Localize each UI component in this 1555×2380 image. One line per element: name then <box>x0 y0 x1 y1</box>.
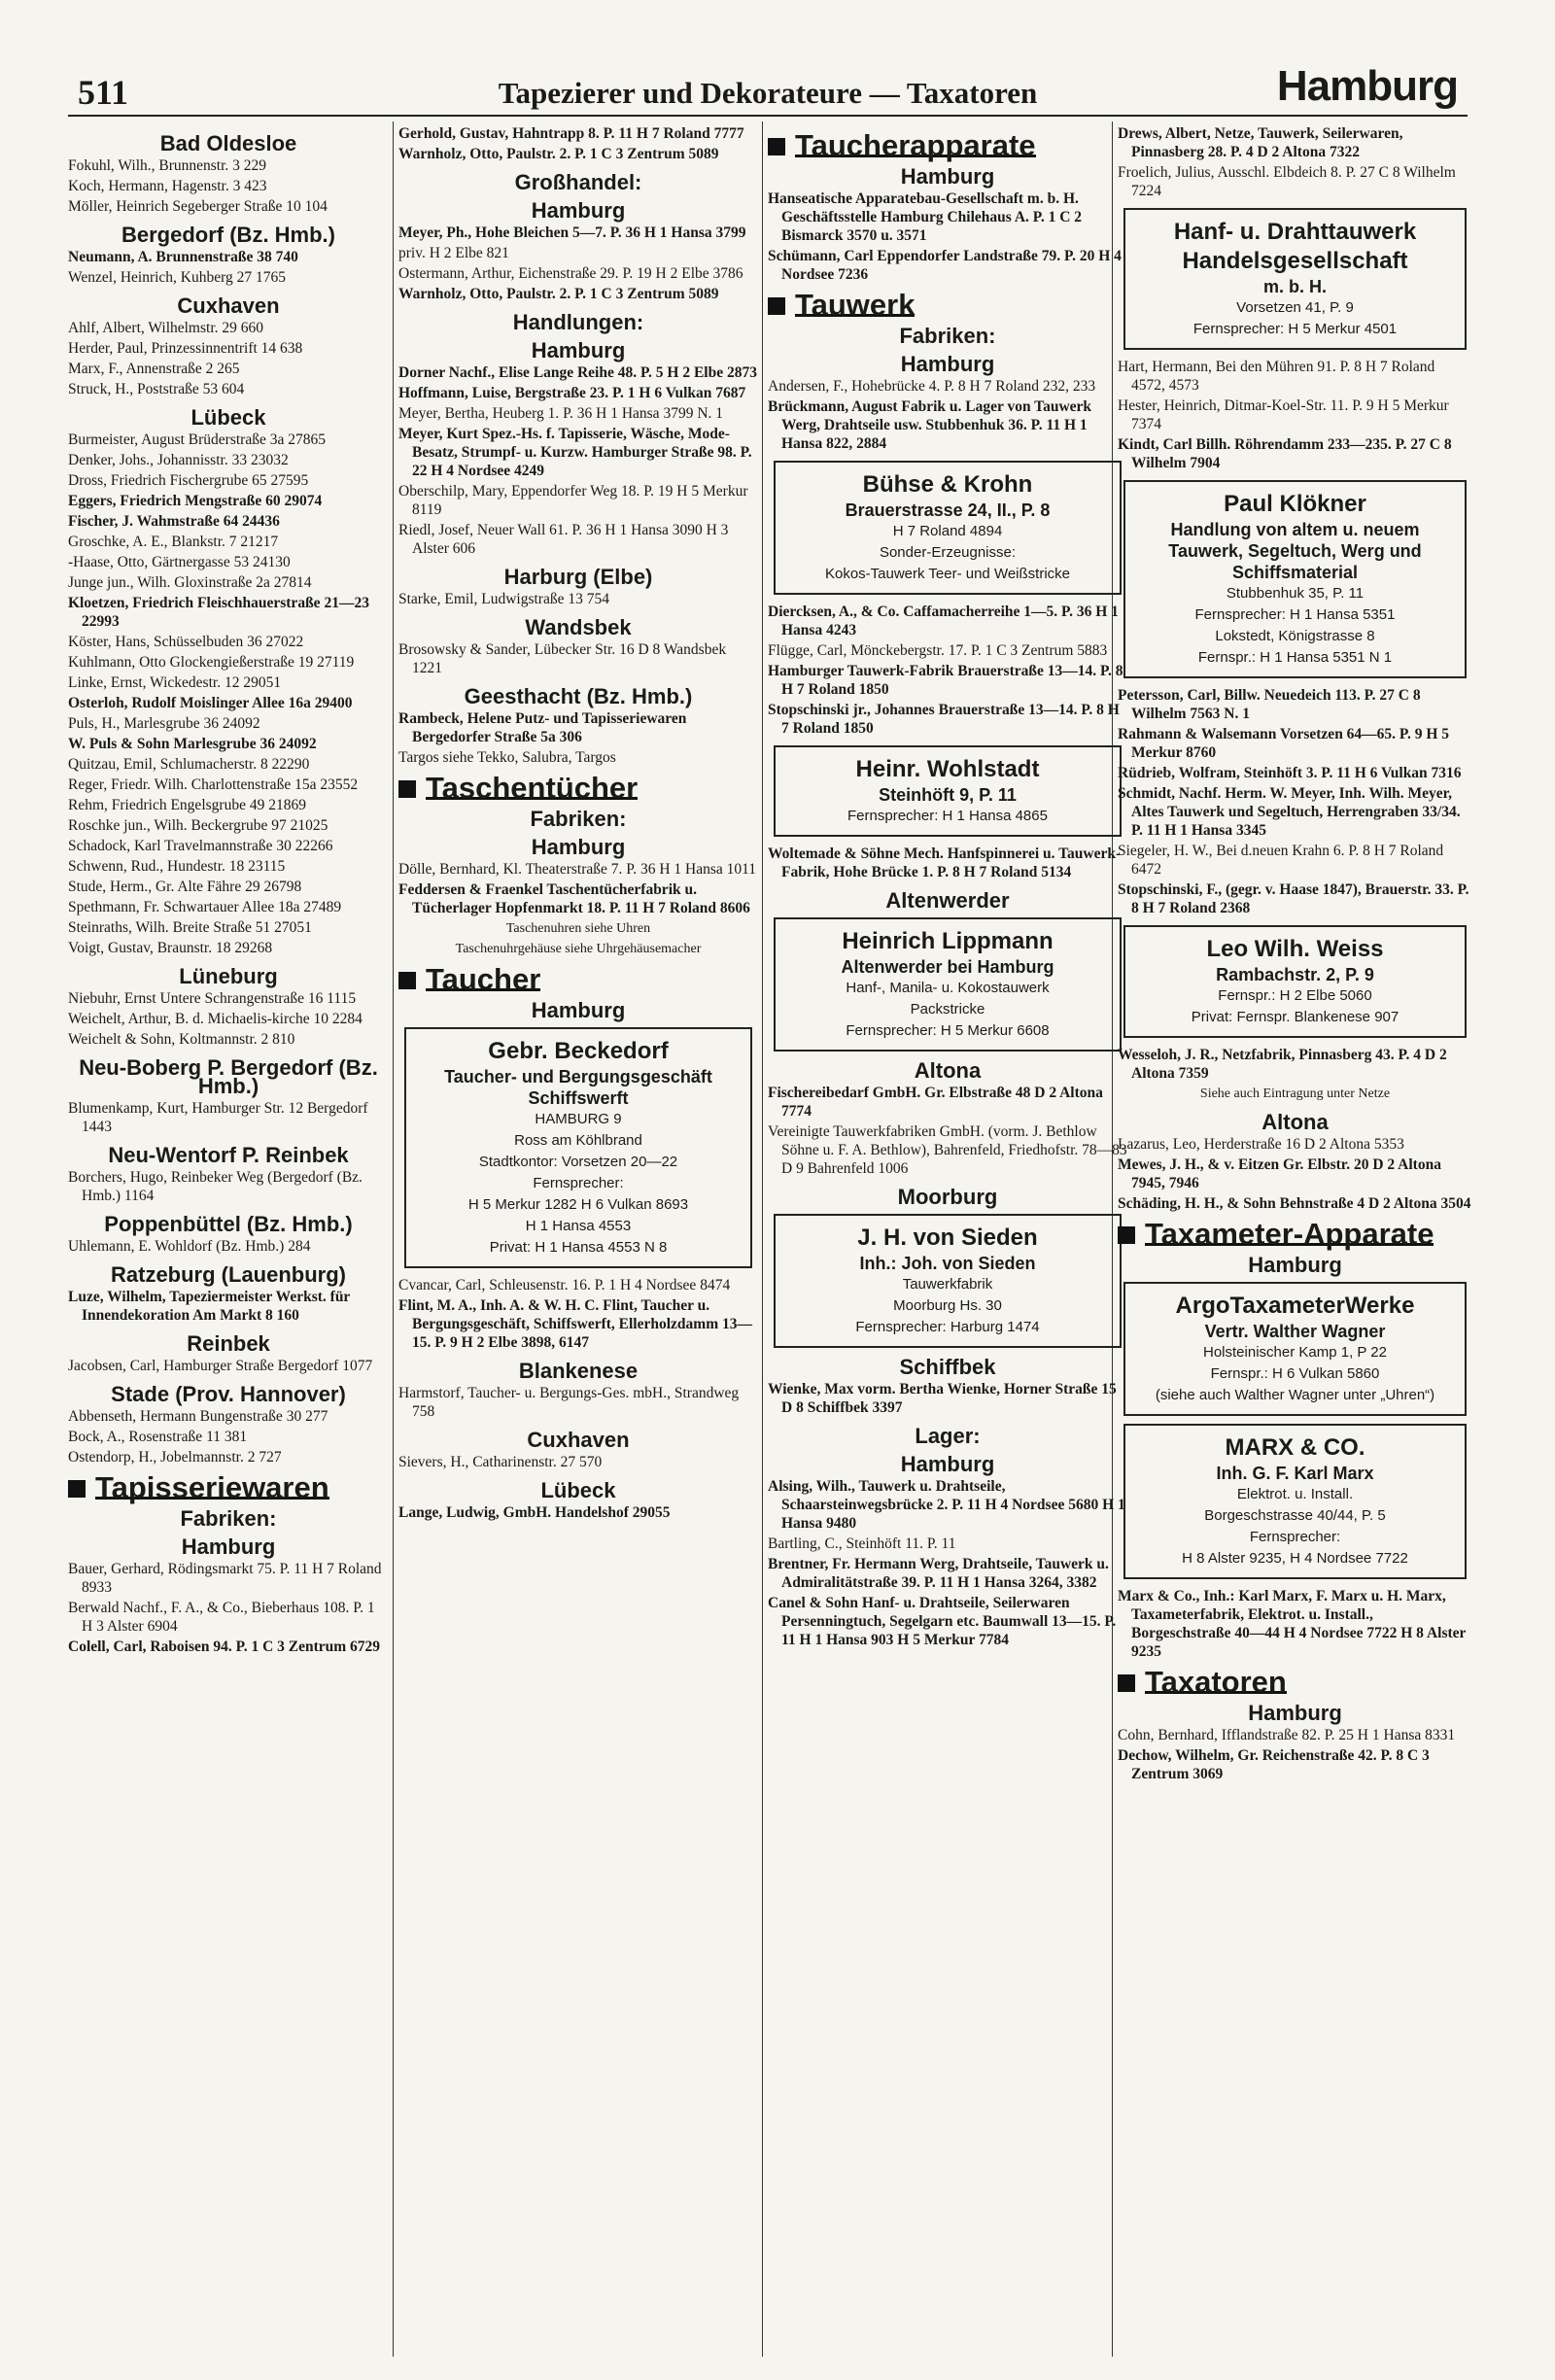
ad-line: Fernspr.: H 6 Vulkan 5860 <box>1210 1365 1380 1382</box>
ad-line: Moorburg Hs. 30 <box>893 1297 1002 1314</box>
ad-line: Rambachstr. 2, P. 9 <box>1216 965 1374 984</box>
directory-entry: Kloetzen, Friedrich Fleischhauerstraße 21—23 22993 <box>68 595 369 630</box>
directory-entry: Brückmann, August Fabrik u. Lager von Tauwerk Werg, Drahtseile usw. Stubbenhuk 36. P. 11 H 1 Hansa 822, 2884 <box>768 398 1092 452</box>
directory-entry: Puls, H., Marlesgrube 36 24092 <box>68 715 260 732</box>
place-heading: Hamburg <box>531 998 626 1022</box>
ad-line: Vorsetzen 41, P. 9 <box>1236 299 1354 316</box>
directory-entry: Hamburger Tauwerk-Fabrik Brauerstraße 13—14. P. 8 H 7 Roland 1850 <box>768 663 1123 698</box>
advertisement-box <box>1123 1282 1467 1416</box>
directory-entry: Abbenseth, Hermann Bungenstraße 30 277 <box>68 1408 328 1425</box>
directory-entry: Sievers, H., Catharinenstr. 27 570 <box>398 1454 603 1470</box>
place-heading: Reinbek <box>187 1331 270 1356</box>
section-heading <box>398 962 758 996</box>
section-heading <box>1118 1665 1472 1699</box>
directory-entry: Reger, Friedr. Wilh. Charlottenstraße 15a 23552 <box>68 776 359 793</box>
directory-entry: Froelich, Julius, Ausschl. Elbdeich 8. P. 27 C 8 Wilhelm 7224 <box>1118 164 1456 199</box>
ad-line: Altenwerder bei Hamburg <box>841 957 1054 977</box>
directory-entry: Burmeister, August Brüderstraße 3a 27865 <box>68 431 326 448</box>
ad-line: Kokos-Tauwerk Teer- und Weißstricke <box>824 566 1071 582</box>
directory-entry: Rüdrieb, Wolfram, Steinhöft 3. P. 11 H 6 Vulkan 7316 <box>1118 765 1462 781</box>
directory-entry: Kindt, Carl Billh. Röhrendamm 233—235. P. 27 C 8 Wilhelm 7904 <box>1118 436 1452 471</box>
directory-entry: Niebuhr, Ernst Untere Schrangenstraße 16 1115 <box>68 990 357 1007</box>
directory-entry: Wenzel, Heinrich, Kuhberg 27 1765 <box>68 269 287 286</box>
place-heading: Hamburg <box>900 164 995 189</box>
ad-line: Handlung von altem u. neuem Tauwerk, Segeltuch, Werg und Schiffsmaterial <box>1168 520 1422 582</box>
directory-entry: Stopschinski, F., (gegr. v. Haase 1847), Brauerstr. 33. P. 8 H 7 Roland 2368 <box>1118 881 1469 916</box>
directory-entry: Hester, Heinrich, Ditmar-Koel-Str. 11. P. 9 H 5 Merkur 7374 <box>1118 397 1449 432</box>
directory-entry: Warnholz, Otto, Paulstr. 2. P. 1 C 3 Zentrum 5089 <box>398 286 719 302</box>
directory-entry: Bartling, C., Steinhöft 11. P. 11 <box>768 1535 956 1552</box>
directory-entry: Jacobsen, Carl, Hamburger Straße Bergedorf 1077 <box>68 1358 373 1374</box>
place-heading: Blankenese <box>518 1359 639 1383</box>
section-title: Taxameter-Apparate <box>1145 1217 1434 1251</box>
ad-line: Fernsprecher: <box>1249 1529 1341 1545</box>
directory-entry: priv. H 2 Elbe 821 <box>398 245 509 261</box>
directory-entry: Flügge, Carl, Mönckebergstr. 17. P. 1 C 3 Zentrum 5883 <box>768 642 1108 659</box>
ad-line: H 7 Roland 4894 <box>892 523 1003 539</box>
directory-entry: Andersen, F., Hohebrücke 4. P. 8 H 7 Roland 232, 233 <box>768 378 1096 395</box>
place-heading: Hamburg <box>531 835 626 859</box>
place-heading: Lübeck <box>190 405 266 430</box>
ad-line: Leo Wilh. Weiss <box>1206 936 1384 962</box>
ad-line: Fernsprecher: Harburg 1474 <box>855 1319 1040 1335</box>
city-heading: Hamburg <box>1276 62 1458 110</box>
directory-entry: Voigt, Gustav, Braunstr. 18 29268 <box>68 940 273 956</box>
place-heading: Cuxhaven <box>527 1428 630 1452</box>
ad-line: Hanf-, Manila- u. Kokostauwerk <box>846 980 1050 996</box>
place-heading: Hamburg <box>1248 1701 1342 1725</box>
place-heading: Hamburg <box>900 352 995 376</box>
place-heading: Poppenbüttel (Bz. Hmb.) <box>104 1212 353 1236</box>
ad-line: Fernspr.: H 2 Elbe 5060 <box>1218 987 1372 1004</box>
directory-entry: Schmidt, Nachf. Herm. W. Meyer, Inh. Wilh. Meyer, Altes Tauwerk und Segeltuch, Herrengraben 33/34. P. 11 H 1 Hansa 3345 <box>1118 785 1461 839</box>
directory-entry: Petersson, Carl, Billw. Neuedeich 113. P. 27 C 8 Wilhelm 7563 N. 1 <box>1118 687 1421 722</box>
ad-line: Brauerstrasse 24, II., P. 8 <box>845 500 1051 520</box>
ad-line: J. H. von Sieden <box>857 1224 1038 1251</box>
directory-entry: Oberschilp, Mary, Eppendorfer Weg 18. P. 19 H 5 Merkur 8119 <box>398 483 748 518</box>
ad-line: H 5 Merkur 1282 H 6 Vulkan 8693 <box>467 1196 689 1213</box>
section-heading <box>768 288 1127 322</box>
column-2 <box>398 124 758 2360</box>
directory-entry: Dross, Friedrich Fischergrube 65 27595 <box>68 472 309 489</box>
ad-line: HAMBURG 9 <box>535 1111 622 1127</box>
section-heading <box>1118 1217 1472 1251</box>
directory-entry: Cvancar, Carl, Schleusenstr. 16. P. 1 H 4 Nordsee 8474 <box>398 1277 731 1293</box>
subsection-heading: Fabriken: <box>899 324 996 348</box>
directory-entry: Meyer, Bertha, Heuberg 1. P. 36 H 1 Hansa 3799 N. 1 <box>398 405 724 422</box>
directory-entry: Rahmann & Walsemann Vorsetzen 64—65. P. 9 H 5 Merkur 8760 <box>1118 726 1450 761</box>
directory-entry: Koch, Hermann, Hagenstr. 3 423 <box>68 178 267 194</box>
directory-entry: Denker, Johs., Johannisstr. 33 23032 <box>68 452 289 468</box>
section-bullet-icon <box>398 780 416 798</box>
column-divider <box>762 121 763 2357</box>
directory-entry: Rehm, Friedrich Engelsgrube 49 21869 <box>68 797 306 813</box>
directory-entry: Fischer, J. Wahmstraße 64 24436 <box>68 513 280 530</box>
ad-line: Privat: Fernspr. Blankenese 907 <box>1191 1009 1400 1025</box>
advertisement-box <box>404 1027 752 1268</box>
place-heading: Altenwerder <box>885 888 1010 913</box>
directory-entry: Brentner, Fr. Hermann Werg, Drahtseile, Tauwerk u. Admiralitätstraße 39. P. 11 H 1 Hansa 3264, 3382 <box>768 1556 1109 1591</box>
directory-entry: Hart, Hermann, Bei den Mühren 91. P. 8 H 7 Roland 4572, 4573 <box>1118 359 1435 394</box>
directory-entry: Starke, Emil, Ludwigstraße 13 754 <box>398 591 609 607</box>
directory-entry: Eggers, Friedrich Mengstraße 60 29074 <box>68 493 323 509</box>
ad-line: Privat: H 1 Hansa 4553 N 8 <box>489 1239 668 1256</box>
place-heading: Altona <box>914 1058 982 1083</box>
place-heading: Schiffbek <box>899 1355 996 1379</box>
directory-entry: Ostermann, Arthur, Eichenstraße 29. P. 19 H 2 Elbe 3786 <box>398 265 743 282</box>
advertisement-box <box>774 745 1122 837</box>
directory-entry: Brosowsky & Sander, Lübecker Str. 16 D 8 Wandsbek 1221 <box>398 641 727 676</box>
place-heading: Hamburg <box>900 1452 995 1476</box>
directory-entry: Uhlemann, E. Wohldorf (Bz. Hmb.) 284 <box>68 1238 311 1255</box>
directory-entry: Herder, Paul, Prinzessinnentrift 14 638 <box>68 340 303 357</box>
directory-entry: W. Puls & Sohn Marlesgrube 36 24092 <box>68 736 317 752</box>
directory-entry: Borchers, Hugo, Reinbeker Weg (Bergedorf (Bz. Hmb.) 1164 <box>68 1169 363 1204</box>
directory-entry: Meyer, Ph., Hohe Bleichen 5—7. P. 36 H 1 Hansa 3799 <box>398 224 746 241</box>
ad-line: Packstricke <box>910 1001 985 1018</box>
section-title: Tapisseriewaren <box>95 1470 329 1504</box>
section-bullet-icon <box>398 972 416 989</box>
directory-entry: Steinraths, Wilh. Breite Straße 51 27051 <box>68 919 312 936</box>
directory-entry: Rambeck, Helene Putz- und Tapisseriewaren Bergedorfer Straße 5a 306 <box>398 710 687 745</box>
place-heading: Wandsbek <box>525 615 632 639</box>
directory-entry: Meyer, Kurt Spez.-Hs. f. Tapisserie, Wäsche, Mode-Besatz, Strumpf- u. Kurzw. Hamburger Straße 98. P. 22 H 4 Nordsee 4249 <box>398 426 752 479</box>
cross-reference: Siehe auch Eintragung unter Netze <box>1199 1087 1391 1101</box>
ad-line: Fernspr.: H 1 Hansa 5351 N 1 <box>1197 649 1393 666</box>
directory-entry: Groschke, A. E., Blankstr. 7 21217 <box>68 534 279 550</box>
cross-reference: Taschenuhrgehäuse siehe Uhrgehäusemacher <box>455 942 702 956</box>
place-heading: Neu-Wentorf P. Reinbek <box>108 1143 349 1167</box>
ad-line: Holsteinischer Kamp 1, P 22 <box>1203 1344 1387 1361</box>
place-heading: Bergedorf (Bz. Hmb.) <box>121 223 335 247</box>
place-heading: Bad Oldesloe <box>159 131 297 155</box>
directory-entry: Ostendorp, H., Jobelmannstr. 2 727 <box>68 1449 282 1466</box>
ad-line: Borgeschstrasse 40/44, P. 5 <box>1204 1507 1386 1524</box>
subsection-heading: Fabriken: <box>530 807 627 831</box>
directory-entry: Vereinigte Tauwerkfabriken GmbH. (vorm. J. Bethlow Söhne u. F. A. Bethlow), Bahrenfeld, Friedhofstr. 78—83 D 9 Bahrenfeld 1006 <box>768 1123 1127 1177</box>
directory-entry: Fokuhl, Wilh., Brunnenstr. 3 229 <box>68 157 267 174</box>
directory-entry: Siegeler, H. W., Bei d.neuen Krahn 6. P. 8 H 7 Roland 6472 <box>1118 843 1444 878</box>
section-title: Taxatoren <box>1145 1665 1287 1699</box>
ad-line: Fernsprecher: H 1 Hansa 5351 <box>1194 606 1396 623</box>
advertisement-box <box>1123 1424 1467 1579</box>
ad-line: Heinrich Lippmann <box>842 928 1054 954</box>
directory-entry: Struck, H., Poststraße 53 604 <box>68 381 245 397</box>
directory-entry: Neumann, A. Brunnenstraße 38 740 <box>68 249 298 265</box>
ad-line: Bühse & Krohn <box>862 471 1033 498</box>
section-heading <box>68 1470 389 1504</box>
place-heading: Ratzeburg (Lauenburg) <box>111 1262 346 1287</box>
directory-entry: Dechow, Wilhelm, Gr. Reichenstraße 42. P. 8 C 3 Zentrum 3069 <box>1118 1747 1430 1782</box>
directory-entry: Canel & Sohn Hanf- u. Drahtseile, Seilerwaren Persenningtuch, Segelgarn etc. Baumwall 13—15. P. 11 H 1 Hansa 903 H 5 Merkur 7784 <box>768 1595 1117 1648</box>
ad-line: Vertr. Walther Wagner <box>1204 1322 1386 1341</box>
directory-entry: Colell, Carl, Raboisen 94. P. 1 C 3 Zentrum 6729 <box>68 1638 381 1655</box>
section-bullet-icon <box>68 1480 86 1498</box>
section-title: Taucherapparate <box>795 128 1036 162</box>
section-heading <box>398 771 758 805</box>
ad-line: Fernsprecher: H 5 Merkur 6608 <box>846 1022 1050 1039</box>
directory-entry: Riedl, Josef, Neuer Wall 61. P. 36 H 1 Hansa 3090 H 3 Alster 606 <box>398 522 729 557</box>
ad-line: Fernsprecher: H 5 Merkur 4501 <box>1192 321 1398 337</box>
directory-entry: Quitzau, Emil, Schlumacherstr. 8 22290 <box>68 756 310 773</box>
directory-entry: Harmstorf, Taucher- u. Bergungs-Ges. mbH., Strandweg 758 <box>398 1385 740 1420</box>
ad-line: Paul Klökner <box>1224 491 1366 517</box>
ad-line: Gebr. Beckedorf <box>488 1038 669 1064</box>
directory-entry: Dorner Nachf., Elise Lange Reihe 48. P. 5 H 2 Elbe 2873 <box>398 364 757 381</box>
directory-entry: Schadock, Karl Travelmannstraße 30 22266 <box>68 838 333 854</box>
ad-line: Steinhöft 9, P. 11 <box>879 785 1017 805</box>
ad-line: Stadtkontor: Vorsetzen 20—22 <box>478 1154 678 1170</box>
directory-entry: Feddersen & Fraenkel Taschentücherfabrik u. Tücherlager Hopfenmarkt 18. P. 11 H 7 Roland 8606 <box>398 881 750 916</box>
directory-entry: Junge jun., Wilh. Gloxinstraße 2a 27814 <box>68 574 312 591</box>
section-bullet-icon <box>1118 1674 1135 1692</box>
directory-entry: Diercksen, A., & Co. Caffamacherreihe 1—5. P. 36 H 1 Hansa 4243 <box>768 604 1119 638</box>
directory-entry: Hoffmann, Luise, Bergstraße 23. P. 1 H 6 Vulkan 7687 <box>398 385 746 401</box>
directory-entry: Hanseatische Apparatebau-Gesellschaft m. b. H. Geschäftsstelle Hamburg Chilehaus A. P. 1 C 2 Bismarck 3570 u. 3571 <box>768 190 1083 244</box>
place-heading: Stade (Prov. Hannover) <box>111 1382 346 1406</box>
ad-line: H 8 Alster 9235, H 4 Nordsee 7722 <box>1182 1550 1408 1567</box>
ad-line: Lokstedt, Königstrasse 8 <box>1215 628 1375 644</box>
ad-line: Heinr. Wohlstadt <box>855 756 1040 782</box>
place-heading: Altona <box>1261 1110 1329 1134</box>
section-bullet-icon <box>1118 1226 1135 1244</box>
section-title: Tauwerk <box>795 288 916 322</box>
advertisement-box <box>774 461 1122 595</box>
section-bullet-icon <box>768 138 785 155</box>
ad-line: Inh.: Joh. von Sieden <box>859 1254 1036 1273</box>
advertisement-box <box>1123 925 1467 1038</box>
subsection-heading: Fabriken: <box>180 1506 277 1531</box>
column-divider <box>393 121 394 2357</box>
directory-entry: Lange, Ludwig, GmbH. Handelshof 29055 <box>398 1504 671 1521</box>
place-heading: Neu-Boberg P. Bergedorf (Bz. Hmb.) <box>79 1055 378 1098</box>
page-title: Tapezierer und Dekorateure — Taxatoren <box>498 76 1038 110</box>
ad-line: Hanf- u. Drahttauwerk Handelsgesellschaft <box>1173 219 1417 274</box>
subsection-heading: Großhandel: <box>514 170 642 194</box>
directory-entry: -Haase, Otto, Gärtnergasse 53 24130 <box>68 554 291 570</box>
cross-reference: Taschenuhren siehe Uhren <box>505 921 651 936</box>
section-heading <box>768 128 1127 162</box>
ad-line: Sonder-Erzeugnisse: <box>879 544 1017 561</box>
ad-line: ArgoTaxameterWerke <box>1175 1293 1415 1319</box>
ad-line: H 1 Hansa 4553 <box>525 1218 632 1234</box>
column-3 <box>768 124 1127 2360</box>
directory-entry: Wienke, Max vorm. Bertha Wienke, Horner Straße 15 D 8 Schiffbek 3397 <box>768 1381 1117 1416</box>
directory-entry: Lazarus, Leo, Herderstraße 16 D 2 Altona 5353 <box>1118 1136 1404 1153</box>
directory-entry: Ahlf, Albert, Wilhelmstr. 29 660 <box>68 320 264 336</box>
directory-entry: Stopschinski jr., Johannes Brauerstraße 13—14. P. 8 H 7 Roland 1850 <box>768 702 1120 737</box>
place-heading: Moorburg <box>897 1185 998 1209</box>
place-heading: Hamburg <box>531 338 626 362</box>
directory-entry: Kuhlmann, Otto Glockengießerstraße 19 27119 <box>68 654 355 671</box>
place-heading: Lübeck <box>540 1478 616 1502</box>
directory-entry: Wesseloh, J. R., Netzfabrik, Pinnasberg 43. P. 4 D 2 Altona 7359 <box>1118 1047 1447 1082</box>
directory-entry: Drews, Albert, Netze, Tauwerk, Seilerwaren, Pinnasberg 28. P. 4 D 2 Altona 7322 <box>1118 125 1403 160</box>
directory-entry: Möller, Heinrich Segeberger Straße 10 104 <box>68 198 328 215</box>
place-heading: Harburg (Elbe) <box>503 565 653 589</box>
directory-entry: Marx & Co., Inh.: Karl Marx, F. Marx u. H. Marx, Taxameterfabrik, Elektrot. u. Install., Borgeschstraße 40—44 H 4 Nordsee 7722 H 8 Alster 9235 <box>1118 1588 1467 1660</box>
directory-entry: Flint, M. A., Inh. A. & W. H. C. Flint, Taucher u. Bergungsgeschäft, Schiffswerft, Ellerholzdamm 13—15. P. 9 H 2 Elbe 3898, 6147 <box>398 1297 752 1351</box>
directory-entry: Alsing, Wilh., Tauwerk u. Drahtseile, Schaarsteinwegsbrücke 2. P. 11 H 4 Nordsee 5680 H 1 Hansa 9480 <box>768 1478 1125 1532</box>
directory-entry: Stude, Herm., Gr. Alte Fähre 29 26798 <box>68 879 302 895</box>
section-title: Taucher <box>426 962 541 996</box>
place-heading: Hamburg <box>1248 1253 1342 1277</box>
directory-entry: Cohn, Bernhard, Ifflandstraße 82. P. 25 H 1 Hansa 8331 <box>1118 1727 1456 1743</box>
ad-line: Tauwerkfabrik <box>902 1276 993 1293</box>
directory-entry: Weichelt, Arthur, B. d. Michaelis-kirche 10 2284 <box>68 1011 363 1027</box>
column-1 <box>68 124 389 2360</box>
directory-entry: Woltemade & Söhne Mech. Hanfspinnerei u. Tauwerk-Fabrik, Hohe Brücke 1. P. 8 H 7 Roland 5134 <box>768 845 1122 880</box>
directory-entry: Schümann, Carl Eppendorfer Landstraße 79. P. 20 H 4 Nordsee 7236 <box>768 248 1122 283</box>
directory-entry: Bock, A., Rosenstraße 11 381 <box>68 1429 248 1445</box>
ad-line: m. b. H. <box>1262 277 1327 296</box>
directory-entry: Blumenkamp, Kurt, Hamburger Str. 12 Bergedorf 1443 <box>68 1100 368 1135</box>
directory-entry: Mewes, J. H., & v. Eitzen Gr. Elbstr. 20 D 2 Altona 7945, 7946 <box>1118 1156 1441 1191</box>
directory-entry: Osterloh, Rudolf Moislinger Allee 16a 29400 <box>68 695 353 711</box>
ad-line: Elektrot. u. Install. <box>1236 1486 1354 1502</box>
advertisement-box <box>1123 208 1467 350</box>
ad-line: Inh. G. F. Karl Marx <box>1216 1464 1374 1483</box>
place-heading: Geesthacht (Bz. Hmb.) <box>464 684 693 708</box>
directory-entry: Warnholz, Otto, Paulstr. 2. P. 1 C 3 Zentrum 5089 <box>398 146 719 162</box>
section-title: Taschentücher <box>426 771 639 805</box>
advertisement-box <box>1123 480 1467 678</box>
ad-line: Fernsprecher: <box>533 1175 624 1191</box>
directory-entry: Gerhold, Gustav, Hahntrapp 8. P. 11 H 7 Roland 7777 <box>398 125 744 142</box>
place-heading: Cuxhaven <box>177 293 280 318</box>
directory-entry: Köster, Hans, Schüsselbuden 36 27022 <box>68 634 304 650</box>
directory-entry: Schwenn, Rud., Hundestr. 18 23115 <box>68 858 286 875</box>
page-number: 511 <box>78 73 129 112</box>
directory-entry: Linke, Ernst, Wickedestr. 12 29051 <box>68 674 282 691</box>
directory-entry: Roschke jun., Wilh. Beckergrube 97 21025 <box>68 817 328 834</box>
directory-entry: Marx, F., Annenstraße 2 265 <box>68 361 240 377</box>
directory-entry: Dölle, Bernhard, Kl. Theaterstraße 7. P. 36 H 1 Hansa 1011 <box>398 861 757 878</box>
directory-entry: Spethmann, Fr. Schwartauer Allee 18a 27489 <box>68 899 342 915</box>
advertisement-box <box>774 1214 1122 1348</box>
directory-entry: Schäding, H. H., & Sohn Behnstraße 4 D 2 Altona 3504 <box>1118 1195 1471 1212</box>
section-bullet-icon <box>768 297 785 315</box>
directory-entry: Berwald Nachf., F. A., & Co., Bieberhaus 108. P. 1 H 3 Alster 6904 <box>68 1600 375 1635</box>
directory-entry: Luze, Wilhelm, Tapeziermeister Werkst. für Innendekoration Am Markt 8 160 <box>68 1289 351 1324</box>
directory-entry: Fischereibedarf GmbH. Gr. Elbstraße 48 D 2 Altona 7774 <box>768 1085 1103 1120</box>
directory-entry: Bauer, Gerhard, Rödingsmarkt 75. P. 11 H 7 Roland 8933 <box>68 1561 382 1596</box>
directory-entry: Weichelt & Sohn, Koltmannstr. 2 810 <box>68 1031 295 1048</box>
ad-line: MARX & CO. <box>1225 1434 1365 1461</box>
subsection-heading: Lager: <box>915 1424 981 1448</box>
advertisement-box <box>774 917 1122 1052</box>
ad-line: (siehe auch Walther Wagner unter „Uhren“) <box>1155 1387 1435 1403</box>
ad-line: Ross am Köhlbrand <box>514 1132 642 1149</box>
ad-line: Stubbenhuk 35, P. 11 <box>1226 585 1365 602</box>
subsection-heading: Handlungen: <box>512 310 644 334</box>
ad-line: Fernsprecher: H 1 Hansa 4865 <box>847 808 1048 824</box>
page-header <box>68 58 1468 117</box>
directory-entry: Targos siehe Tekko, Salubra, Targos <box>398 749 616 766</box>
column-4 <box>1118 124 1472 2360</box>
place-heading: Lüneburg <box>179 964 278 988</box>
place-heading: Hamburg <box>531 198 626 223</box>
place-heading: Hamburg <box>181 1535 276 1559</box>
ad-line: Taucher- und Bergungsgeschäft Schiffswerft <box>444 1067 712 1108</box>
